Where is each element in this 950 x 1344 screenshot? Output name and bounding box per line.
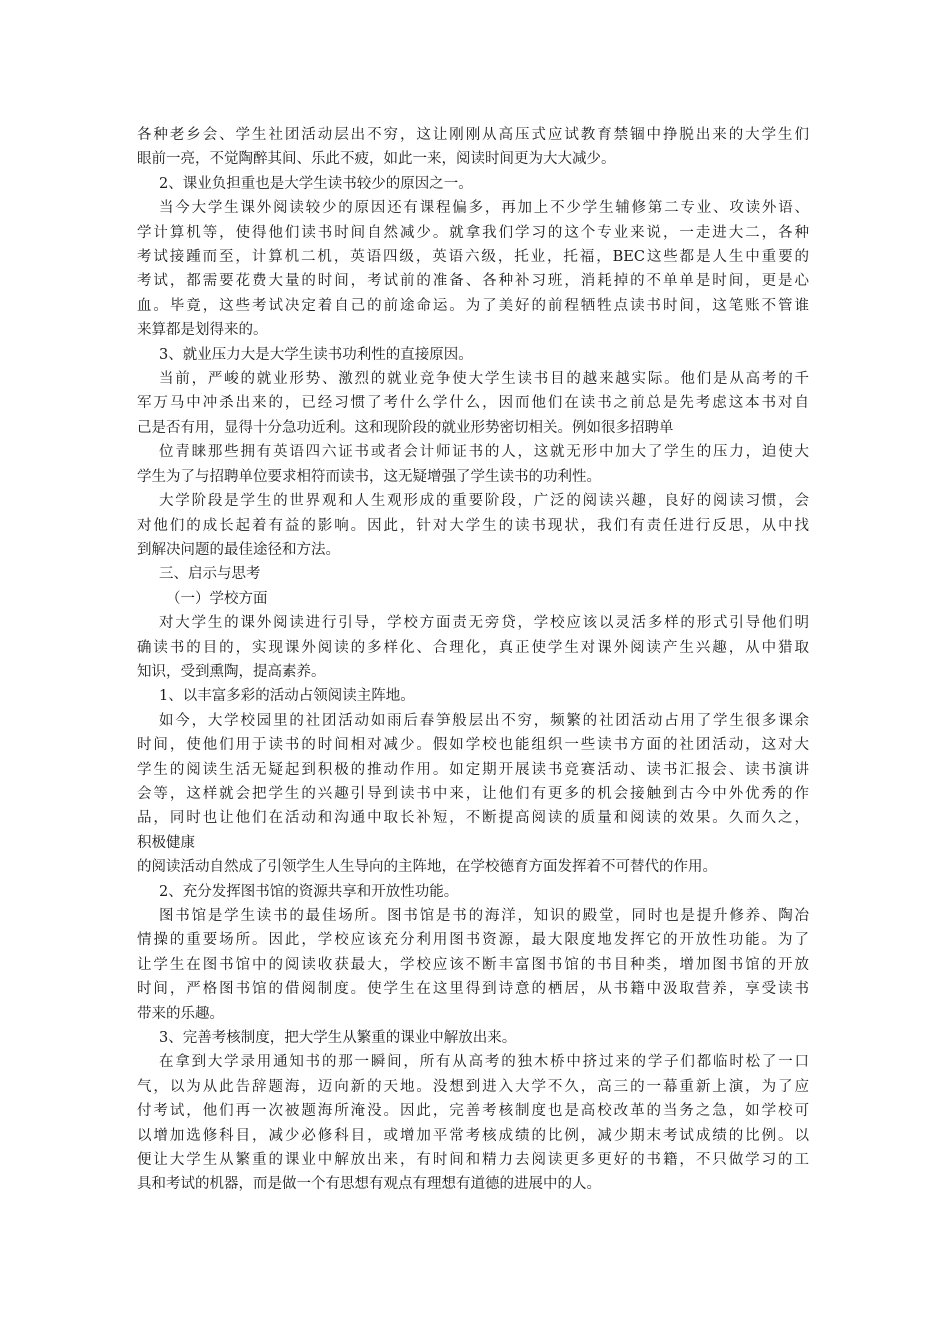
- section-heading: 1、以丰富多彩的活动占领阅读主阵地。: [159, 688, 415, 705]
- text-line: 让学生在图书馆中的阅读收获最大，学校应该不断丰富图书馆的书目种类，增加图书馆的开放: [137, 956, 809, 973]
- section-heading: 2、课业负担重也是大学生读书较少的原因之一。: [159, 175, 473, 192]
- text-line: 图书馆是学生读书的最佳场所。图书馆是书的海洋，知识的殿堂，同时也是提升修养、陶冶: [159, 908, 809, 924]
- text-line: 大学阶段是学生的世界观和人生观形成的重要阶段，广泛的阅读兴趣，良好的阅读习惯，会: [159, 493, 809, 510]
- document-body: [137, 123, 809, 1197]
- text-line: 当今大学生课外阅读较少的原因还有课程偏多，再加上不少学生辅修第二专业、攻读外语、: [159, 200, 809, 217]
- text-line: 知识，受到熏陶，提高素养。: [137, 663, 326, 680]
- text-line: 付考试，他们再一次被题海所淹没。因此，完善考核制度也是高校改革的当务之急，如学校可: [137, 1103, 809, 1120]
- text-line: 便让大学生从繁重的课业中解放出来，有时间和精力去阅读更多更好的书籍，不只做学习的工: [137, 1152, 809, 1169]
- text-line: 具和考试的机器，而是做一个有思想有观点有理想有道德的进展中的人。: [137, 1176, 601, 1193]
- text-line: 带来的乐趣。: [137, 1005, 224, 1022]
- text-line: 军万马中冲杀出来的，已经习惯了考什么学什么，因而他们在读书之前总是先考虑这本书对自: [137, 395, 809, 412]
- text-line: 会等，这样就会把学生的兴趣引导到读书中来，让他们有更多的机会接触到古今中外优秀的作: [137, 785, 809, 802]
- text-line: 考试接踵而至，计算机二机，英语四级，英语六级，托业，托福，BEC这些都是人生中重要的: [137, 249, 809, 266]
- text-line: 对大学生的课外阅读进行引导，学校方面责无旁贷，学校应该以灵活多样的形式引导他们明: [159, 615, 809, 632]
- text-line: 时间，使他们用于读书的时间相对减少。假如学校也能组织一些读书方面的社团活动，这对大: [137, 737, 809, 754]
- text-line: 学生的阅读生活无疑起到积极的推动作用。如定期开展读书竞赛活动、读书汇报会、读书演讲: [137, 761, 809, 778]
- text-line: 各种老乡会、学生社团活动层出不穷，这让刚刚从高压式应试教育禁锢中挣脱出来的大学生们: [137, 127, 809, 143]
- text-line: 到解决问题的最佳途径和方法。: [137, 541, 340, 558]
- text-line: 考试，都需要花费大量的时间，考试前的准备、各种补习班，消耗掉的不单单是时间，更是心: [137, 273, 809, 290]
- text-line: 的阅读活动自然成了引领学生人生导向的主阵地，在学校德育方面发挥着不可替代的作用。: [137, 859, 717, 876]
- text-line: 血。毕竟，这些考试决定着自己的前途命运。为了美好的前程牺牲点读书时间，这笔账不管谁: [137, 297, 809, 314]
- text-line: 对他们的成长起着有益的影响。因此，针对大学生的读书现状，我们有责任进行反思，从中找: [137, 517, 809, 534]
- text-line: 以增加选修科目，减少必修科目，或增加平常考核成绩的比例，减少期末考试成绩的比例。以: [137, 1127, 809, 1144]
- section-heading: 三、启示与思考: [159, 566, 261, 583]
- text-line: 位青睐那些拥有英语四六证书或者会计师证书的人，这就无形中加大了学生的压力，迫使大: [159, 444, 809, 461]
- section-heading: 3、就业压力大是大学生读书功利性的直接原因。: [159, 346, 473, 363]
- text-line: 眼前一亮，不觉陶醉其间、乐此不疲，如此一来，阅读时间更为大大减少。: [137, 151, 616, 168]
- text-line: 来算都是划得来的。: [137, 322, 268, 339]
- section-heading: 3、完善考核制度，把大学生从繁重的课业中解放出来。: [159, 1030, 517, 1047]
- text-line: 学计算机等，使得他们读书时间自然减少。就拿我们学习的这个专业来说，一走进大二，各种: [137, 224, 809, 241]
- section-heading: 2、充分发挥图书馆的资源共享和开放性功能。: [159, 883, 459, 900]
- text-line: 时间，严格图书馆的借阅制度。使学生在这里得到诗意的栖居，从书籍中汲取营养，享受读书: [137, 981, 809, 998]
- text-line: 当前，严峻的就业形势、激烈的就业竞争使大学生读书目的越来越实际。他们是从高考的千: [159, 371, 809, 388]
- text-line: 品，同时也让他们在活动和沟通中取长补短，不断提高阅读的质量和阅读的效果。久而久之，: [137, 810, 809, 827]
- text-line: 积极健康: [137, 834, 195, 851]
- subsection-heading: （一）学校方面: [166, 590, 268, 607]
- text-line: 如今，大学校园里的社团活动如雨后春笋般层出不穷，频繁的社团活动占用了学生很多课余: [159, 712, 809, 729]
- text-line: 情操的重要场所。因此，学校应该充分利用图书资源，最大限度地发挥它的开放性功能。为了: [137, 932, 809, 949]
- text-line: 在拿到大学录用通知书的那一瞬间，所有从高考的独木桥中挤过来的学子们都临时松了一口: [159, 1054, 809, 1071]
- text-line: 气，以为从此告辞题海，迈向新的天地。没想到进入大学不久，高三的一幕重新上演，为了应: [137, 1078, 809, 1095]
- text-line: 己是否有用，显得十分急功近利。这和现阶段的就业形势密切相关。例如很多招聘单: [137, 419, 674, 436]
- text-line: 确读书的目的，实现课外阅读的多样化、合理化，真正使学生对课外阅读产生兴趣，从中猎取: [137, 639, 809, 656]
- text-line: 学生为了与招聘单位要求相符而读书，这无疑增强了学生读书的功利性。: [137, 468, 601, 485]
